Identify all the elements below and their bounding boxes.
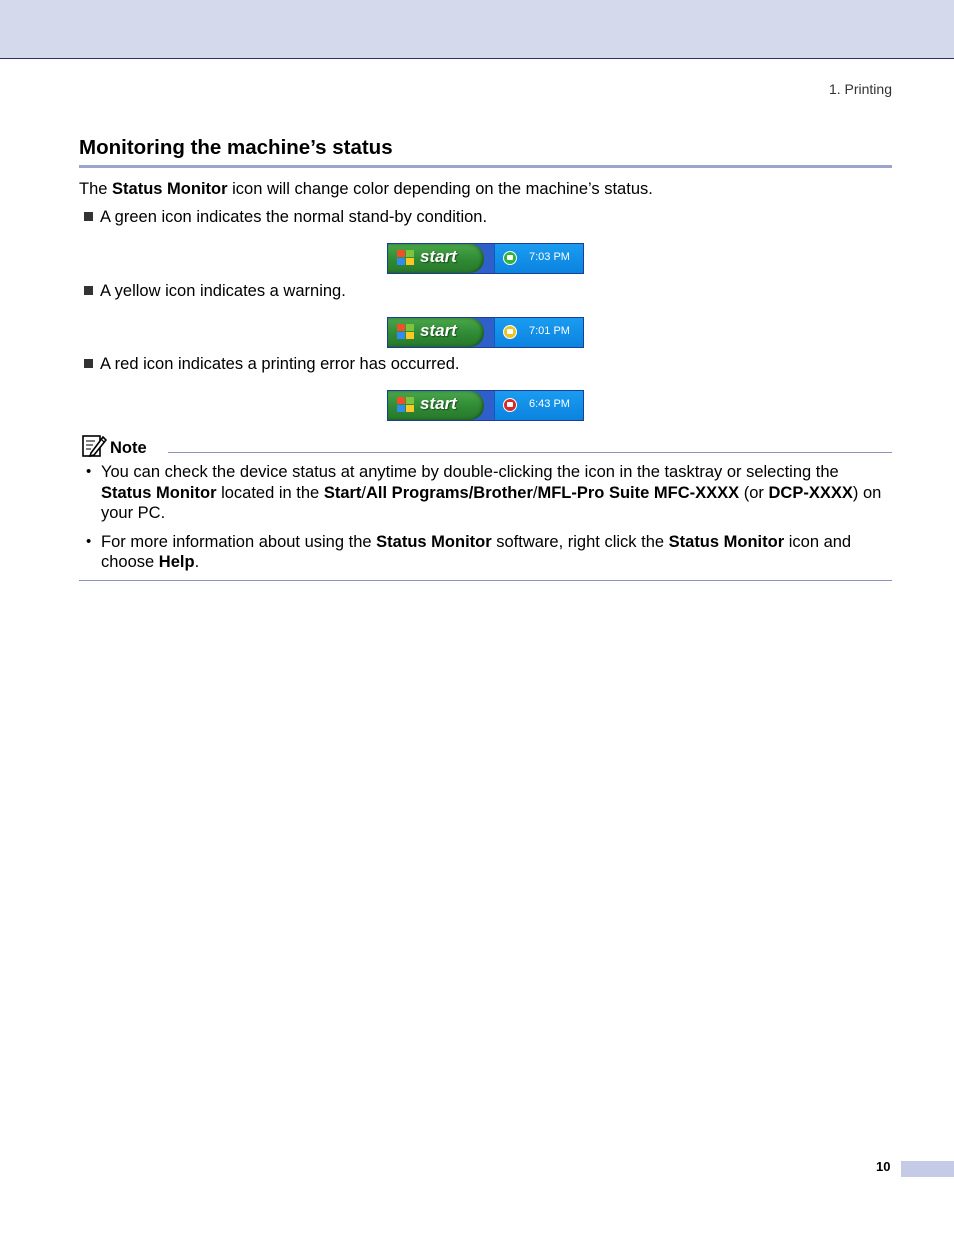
note-item-1: • You can check the device status at anytime by double-clicking the icon in the tasktray or selecting the Status Monitor located in the Start/All Programs/Brother/MFL-Pro Suite MFC-XXXX (or DCP-XXXX) on your PC.	[86, 462, 892, 524]
page-number: 10	[876, 1159, 891, 1174]
system-tray	[494, 318, 584, 347]
title-rule	[79, 165, 892, 168]
chapter-label: 1. Printing	[828, 81, 892, 97]
note-rule-bottom	[79, 580, 892, 581]
system-tray	[494, 244, 584, 273]
square-bullet-icon	[84, 286, 93, 295]
note-pencil-icon	[81, 433, 107, 459]
note-label: Note	[110, 439, 147, 457]
intro-paragraph: The Status Monitor icon will change color depending on the machine’s status.	[79, 180, 653, 198]
bullet-yellow: A yellow icon indicates a warning.	[84, 282, 346, 301]
start-button: start	[388, 318, 484, 347]
bullet-red: A red icon indicates a printing error has occurred.	[84, 355, 460, 374]
note-list	[86, 462, 892, 581]
windows-logo-icon	[397, 324, 415, 341]
taskbar-screenshot-green	[387, 243, 584, 274]
page-tab	[901, 1161, 954, 1177]
start-button: start	[388, 244, 484, 273]
section-title: Monitoring the machine’s status	[79, 136, 393, 159]
tray-clock: 7:03 PM	[529, 251, 570, 263]
status-monitor-yellow-icon	[503, 325, 517, 339]
status-monitor-red-icon	[503, 398, 517, 412]
tray-clock: 7:01 PM	[529, 325, 570, 337]
header-band	[0, 0, 954, 59]
windows-logo-icon	[397, 250, 415, 267]
system-tray	[494, 391, 584, 420]
bullet-green: A green icon indicates the normal stand-by condition.	[84, 208, 487, 227]
taskbar-screenshot-yellow	[387, 317, 584, 348]
note-rule-top	[168, 452, 892, 453]
taskbar-screenshot-red	[387, 390, 584, 421]
tray-clock: 6:43 PM	[529, 398, 570, 410]
square-bullet-icon	[84, 212, 93, 221]
square-bullet-icon	[84, 359, 93, 368]
status-monitor-green-icon	[503, 251, 517, 265]
note-item-2: • For more information about using the Status Monitor software, right click the Status Monitor icon and choose Help.	[86, 532, 892, 573]
start-button: start	[388, 391, 484, 420]
windows-logo-icon	[397, 397, 415, 414]
